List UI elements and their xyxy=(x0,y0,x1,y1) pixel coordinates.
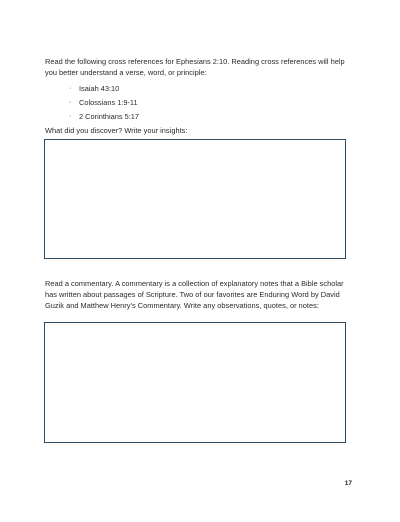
list-item xyxy=(69,96,139,110)
cross-reference-label: Colossians 1:9-11 xyxy=(79,98,138,107)
list-item xyxy=(69,82,139,96)
commentary-notes-box[interactable] xyxy=(44,322,346,443)
insights-writing-box[interactable] xyxy=(44,139,346,259)
cross-reference-list xyxy=(69,82,139,124)
cross-reference-instructions: Read the following cross references for Ephesians 2:10. Reading cross references will help you better understand a verse, word, or principle: xyxy=(45,57,345,77)
cross-reference-label: 2 Corinthians 5:17 xyxy=(79,112,139,121)
insights-prompt: What did you discover? Write your insights: xyxy=(45,126,188,135)
list-item xyxy=(69,110,139,124)
bullet-icon: · xyxy=(69,99,72,106)
page-number: 17 xyxy=(344,480,352,487)
bullet-icon: · xyxy=(69,113,72,120)
commentary-instructions: Read a commentary. A commentary is a collection of explanatory notes that a Bible scholar has written about passages of Scripture. Two of our favorites are Enduring Word by David Guzik and Matthew Henry’s Commentary. Write any observations, quotes, or notes: xyxy=(45,279,344,310)
cross-reference-label: Isaiah 43:10 xyxy=(79,84,120,93)
bullet-icon: · xyxy=(69,85,72,92)
